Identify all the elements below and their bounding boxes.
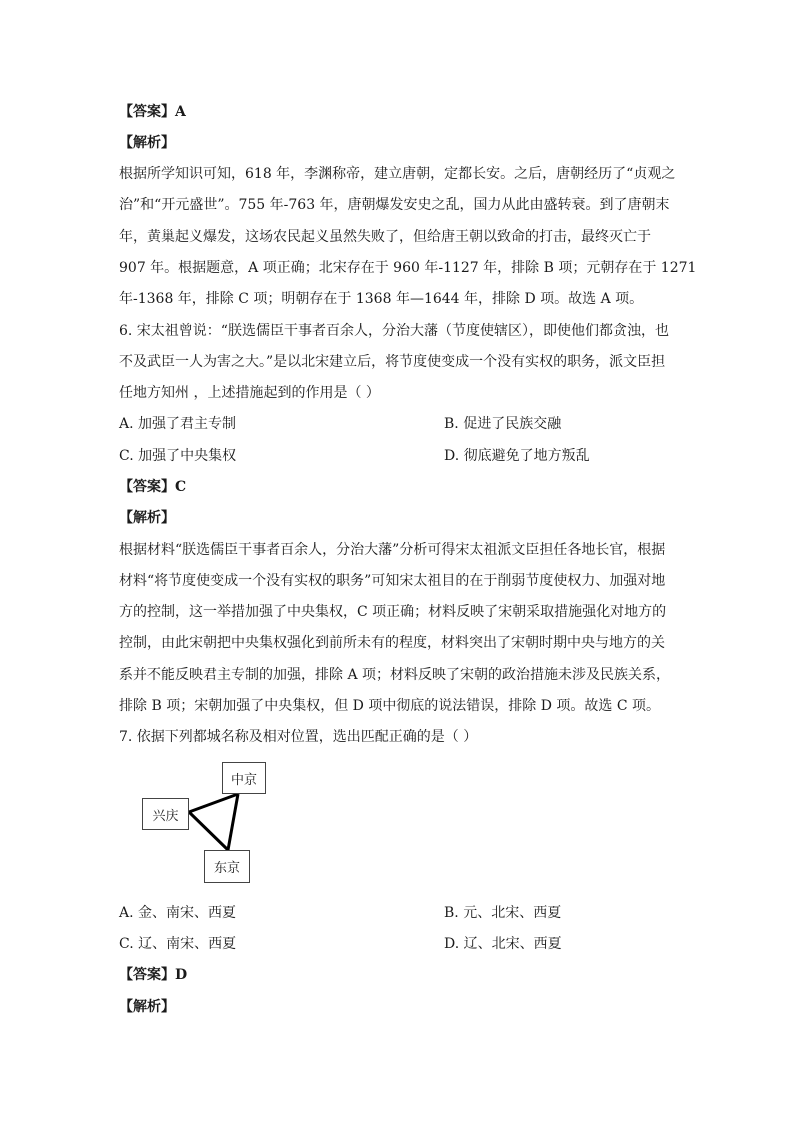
q6-option-c: C. 加强了中央集权	[119, 448, 237, 464]
q6-analysis-line: 方的控制，这一举措加强了中央集权，C 项正确；材料反映了宋朝采取措施强化对地方的	[119, 604, 667, 620]
q7-option-d: D. 辽、北宋、西夏	[444, 936, 562, 952]
q6-analysis-label: 【解析】	[119, 510, 175, 526]
q5-analysis-line: 907 年。根据题意，A 项正确；北宋存在于 960 年-1127 年，排除 B 项；元朝存在于 1271	[119, 260, 697, 276]
q5-analysis-line: 根据所学知识可知，618 年，李渊称帝，建立唐朝，定都长安。之后，唐朝经历了“贞观之	[119, 166, 676, 182]
q6-analysis-line: 控制，由此宋朝把中央集权强化到前所未有的程度，材料突出了宋朝时期中央与地方的关	[119, 635, 665, 651]
q6-analysis-line: 根据材料“朕选儒臣干事者百余人，分治大藩”分析可得宋太祖派文臣担任各地长官，根据	[119, 542, 666, 558]
q5-analysis-line: 治”和“开元盛世”。755 年-763 年，唐朝爆发安史之乱，国力从此由盛转衰。到了唐朝末	[119, 197, 670, 213]
q6-stem-line: 6. 宋太祖曾说：“朕选儒臣干事者百余人，分治大藩（节度使辖区），即使他们都贪浊，也	[119, 323, 669, 339]
q6-answer: 【答案】C	[119, 479, 187, 495]
q6-analysis-line: 材料“将节度使变成一个没有实权的职务”可知宋太祖目的在于削弱节度使权力、加强对地	[119, 573, 666, 589]
capital-box-top: 中京	[222, 762, 266, 794]
q6-option-a: A. 加强了君主专制	[119, 416, 237, 432]
q7-answer: 【答案】D	[119, 967, 188, 983]
capital-box-bottom: 东京	[204, 850, 250, 883]
q6-stem-line: 任地方知州 ，上述措施起到的作用是（ ）	[119, 385, 380, 401]
q5-answer: 【答案】A	[119, 104, 186, 120]
q6-analysis-line: 系并不能反映君主专制的加强，排除 A 项；材料反映了宋朝的政治措施未涉及民族关系，	[119, 667, 671, 683]
q7-option-c: C. 辽、南宋、西夏	[119, 936, 237, 952]
q6-analysis-line: 排除 B 项；宋朝加强了中央集权，但 D 项中彻底的说法错误，排除 D 项。故选 C 项。	[119, 698, 661, 714]
q7-option-a: A. 金、南宋、西夏	[119, 905, 237, 921]
q5-analysis-line: 年-1368 年，排除 C 项；明朝存在于 1368 年—1644 年，排除 D 项。故选 A 项。	[119, 291, 644, 307]
q5-analysis-line: 年，黄巢起义爆发，这场农民起义虽然失败了，但给唐王朝以致命的打击，最终灭亡于	[119, 229, 651, 245]
q7-option-b: B. 元、北宋、西夏	[444, 905, 562, 921]
q6-option-d: D. 彻底避免了地方叛乱	[444, 448, 590, 464]
capitals-diagram	[140, 758, 270, 888]
q6-option-b: B. 促进了民族交融	[444, 416, 562, 432]
capital-box-left: 兴庆	[142, 798, 189, 830]
q7-analysis-label: 【解析】	[119, 999, 175, 1015]
q5-analysis-label: 【解析】	[119, 135, 175, 151]
q6-stem-line: 不及武臣一人为害之大。”是以北宋建立后，将节度使变成一个没有实权的职务，派文臣担	[119, 354, 666, 370]
q7-stem: 7. 依据下列都城名称及相对位置，选出匹配正确的是（ ）	[119, 729, 478, 745]
